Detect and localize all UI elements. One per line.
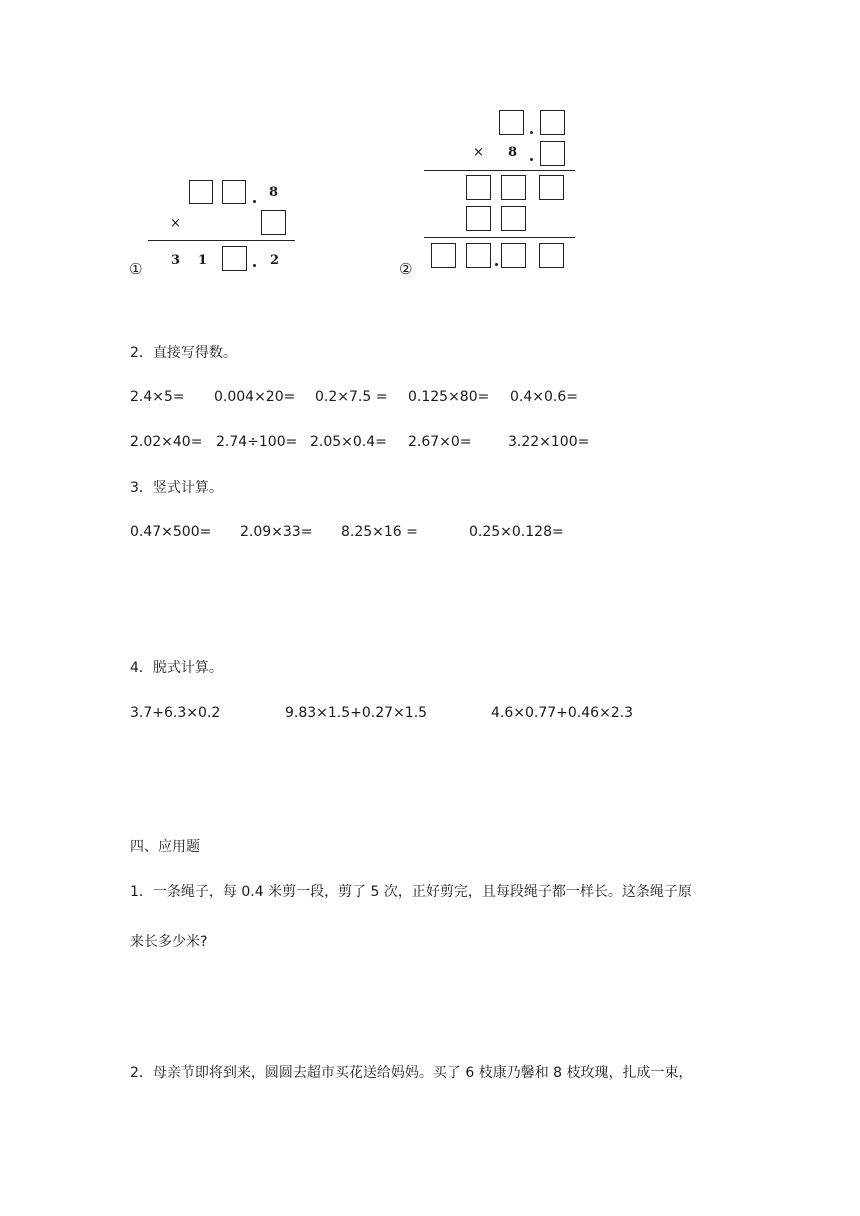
blank-box[interactable] <box>501 206 526 231</box>
blank-box[interactable] <box>499 110 524 135</box>
section-2-heading: 2．直接写得数。 <box>130 345 237 361</box>
part-4-heading: 四、应用题 <box>130 839 200 855</box>
problem: 0.2×7.5 = <box>315 389 388 405</box>
blank-box[interactable] <box>501 175 526 200</box>
problem: 0.004×20= <box>214 389 296 405</box>
section-3-heading: 3．竖式计算。 <box>130 480 223 496</box>
blank-box[interactable] <box>540 110 565 135</box>
problem: 0.25×0.128= <box>469 524 564 540</box>
label-1: ① <box>129 260 143 278</box>
section-4-heading: 4．脱式计算。 <box>130 660 223 676</box>
problem: 2.67×0= <box>408 434 472 450</box>
times-sign: × <box>170 216 181 231</box>
digit: 1 <box>198 253 208 268</box>
label-2: ② <box>399 260 413 278</box>
blank-box[interactable] <box>466 206 491 231</box>
rule-line <box>148 240 295 241</box>
blank-box[interactable] <box>466 243 491 268</box>
rule-line <box>424 170 575 171</box>
problem: 2.74÷100= <box>216 434 298 450</box>
problem: 2.05×0.4= <box>310 434 387 450</box>
digit: 8 <box>508 145 518 160</box>
blank-box[interactable] <box>222 180 246 204</box>
decimal-point <box>530 131 533 134</box>
blank-box[interactable] <box>222 246 247 271</box>
blank-box[interactable] <box>431 243 456 268</box>
blank-box[interactable] <box>466 175 491 200</box>
problem: 0.125×80= <box>408 389 490 405</box>
question-2-line-1: 2．母亲节即将到来，圆圆去超市买花送给妈妈。买了 6 枝康乃馨和 8 枝玫瑰，扎成一束， <box>130 1065 693 1081</box>
digit: 2 <box>270 253 280 268</box>
problem: 2.09×33= <box>240 524 313 540</box>
problem: 2.02×40= <box>130 434 203 450</box>
blank-box[interactable] <box>540 141 565 166</box>
problem: 8.25×16 = <box>341 524 418 540</box>
blank-box[interactable] <box>539 243 564 268</box>
blank-box[interactable] <box>189 180 213 204</box>
decimal-point <box>253 264 256 267</box>
rule-line <box>424 237 575 238</box>
digit: 8 <box>269 185 279 200</box>
blank-box[interactable] <box>539 175 564 200</box>
problem: 2.4×5= <box>130 389 185 405</box>
problem: 3.7+6.3×0.2 <box>130 705 221 721</box>
blank-box[interactable] <box>501 243 526 268</box>
times-sign: × <box>473 145 484 160</box>
problem: 9.83×1.5+0.27×1.5 <box>285 705 428 721</box>
decimal-point <box>530 158 533 161</box>
digit: 3 <box>171 253 181 268</box>
decimal-point <box>495 263 498 266</box>
question-1-line-2: 来长多少米? <box>130 934 208 950</box>
problem: 4.6×0.77+0.46×2.3 <box>491 705 634 721</box>
blank-box[interactable] <box>261 210 286 235</box>
decimal-point <box>253 200 256 203</box>
question-1-line-1: 1．一条绳子，每 0.4 米剪一段，剪了 5 次，正好剪完，且每段绳子都一样长。这条绳子原 <box>130 884 692 900</box>
problem: 0.47×500= <box>130 524 212 540</box>
problem: 3.22×100= <box>508 434 590 450</box>
problem: 0.4×0.6= <box>510 389 578 405</box>
